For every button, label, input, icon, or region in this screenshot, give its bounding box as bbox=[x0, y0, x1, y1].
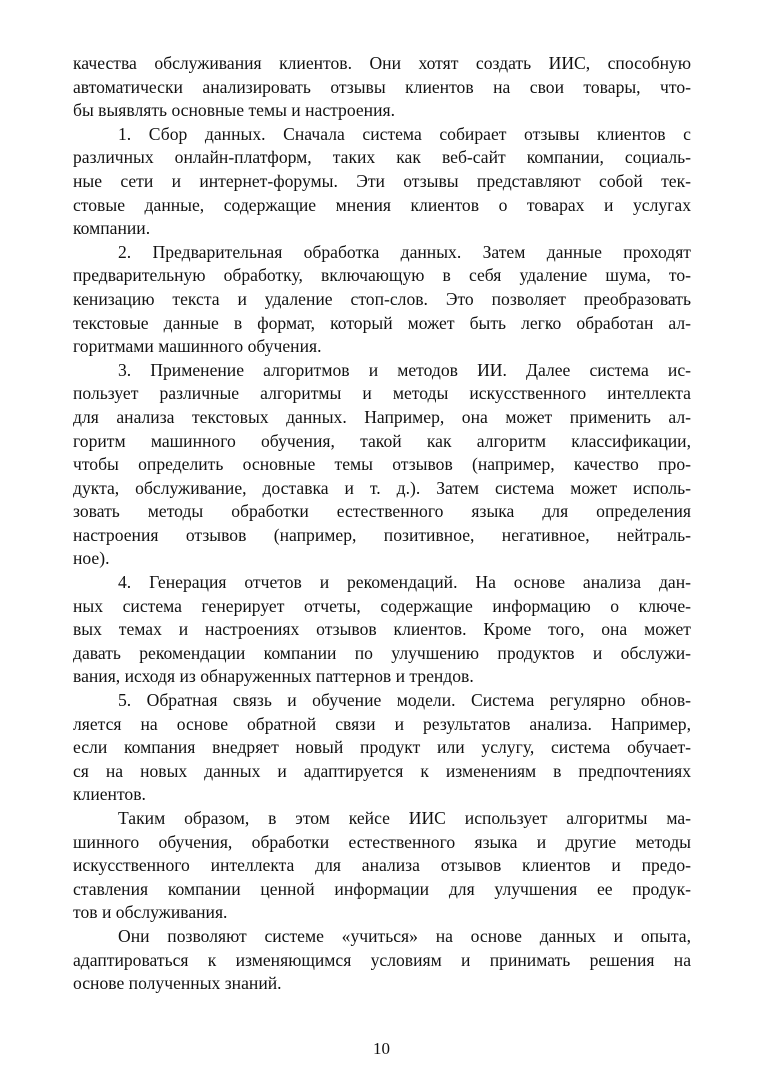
text-line: стовые данные, содержащие мнения клиентов о товарах и услугах bbox=[73, 194, 691, 215]
text-line: для анализа текстовых данных. Например, она может применить ал- bbox=[73, 406, 691, 427]
text-line: горитм машинного обучения, такой как алгоритм классификации, bbox=[73, 430, 691, 451]
text-line: кенизацию текста и удаление стоп-слов. Это позволяет преобразовать bbox=[73, 288, 691, 309]
text-line: искусственного интеллекта для анализа отзывов клиентов и предо- bbox=[73, 855, 691, 876]
text-line: настроения отзывов (например, позитивное, негативное, нейтраль- bbox=[73, 524, 691, 545]
text-line: компании. bbox=[73, 218, 151, 239]
paragraph bbox=[73, 359, 691, 571]
text-line: текстовые данные в формат, который может быть легко обработан ал- bbox=[73, 312, 691, 333]
paragraph bbox=[73, 571, 691, 689]
text-line: ное). bbox=[73, 548, 110, 569]
text-line: предварительную обработку, включающую в себя удаление шума, то- bbox=[73, 265, 691, 286]
text-line: ся на новых данных и адаптируется к изменениям в предпочтениях bbox=[73, 760, 691, 781]
text-line: 1. Сбор данных. Сначала система собирает отзывы клиентов с bbox=[118, 123, 691, 144]
text-line: давать рекомендации компании по улучшению продуктов и обслужи- bbox=[73, 642, 691, 663]
paragraph bbox=[73, 123, 691, 241]
paragraph bbox=[73, 925, 691, 996]
text-line: Они позволяют системе «учиться» на основе данных и опыта, bbox=[118, 925, 691, 946]
text-line: 4. Генерация отчетов и рекомендаций. На основе анализа дан- bbox=[118, 572, 691, 593]
text-line: вания, исходя из обнаруженных паттернов и трендов. bbox=[73, 666, 474, 687]
text-line: клиентов. bbox=[73, 784, 146, 805]
text-line: вых темах и настроениях отзывов клиентов. Кроме того, она может bbox=[73, 619, 691, 640]
text-line: бы выявлять основные темы и настроения. bbox=[73, 100, 395, 121]
text-line: качества обслуживания клиентов. Они хотят создать ИИС, способную bbox=[73, 53, 691, 73]
paragraph bbox=[73, 689, 691, 807]
text-line: автоматически анализировать отзывы клиентов на свои товары, что- bbox=[73, 76, 691, 97]
paragraph bbox=[73, 52, 691, 123]
text-line: основе полученных знаний. bbox=[73, 973, 282, 994]
text-line: различных онлайн-платформ, таких как веб-сайт компании, социаль- bbox=[73, 147, 691, 168]
text-line: шинного обучения, обработки естественного языка и другие методы bbox=[73, 831, 691, 852]
text-line: Таким образом, в этом кейсе ИИС использует алгоритмы ма- bbox=[118, 808, 691, 828]
text-flow bbox=[73, 52, 691, 996]
paragraph bbox=[73, 241, 691, 359]
text-line: адаптироваться к изменяющимся условиям и принимать решения на bbox=[73, 949, 691, 970]
text-line: 3. Применение алгоритмов и методов ИИ. Далее система ис- bbox=[118, 359, 691, 380]
text-line: ных система генерирует отчеты, содержащие информацию о ключе- bbox=[73, 595, 691, 616]
page-number: 10 bbox=[373, 1039, 390, 1058]
paragraph bbox=[73, 807, 691, 925]
text-line: дукта, обслуживание, доставка и т. д.). Затем система может исполь- bbox=[73, 477, 691, 498]
text-line: тов и обслуживания. bbox=[73, 902, 228, 923]
text-line: ставления компании ценной информации для улучшения ее продук- bbox=[73, 878, 691, 899]
text-line: зовать методы обработки естественного языка для определения bbox=[73, 501, 691, 522]
text-line: если компания внедряет новый продукт или услугу, система обучает- bbox=[73, 737, 691, 758]
text-line: чтобы определить основные темы отзывов (например, качество про- bbox=[73, 454, 691, 475]
text-line: горитмами машинного обучения. bbox=[73, 336, 322, 357]
text-line: 2. Предварительная обработка данных. Затем данные проходят bbox=[118, 241, 691, 262]
page-body bbox=[73, 52, 691, 996]
text-line: 5. Обратная связь и обучение модели. Система регулярно обнов- bbox=[118, 690, 691, 711]
text-line: пользует различные алгоритмы и методы искусственного интеллекта bbox=[73, 383, 691, 404]
text-line: ные сети и интернет-форумы. Эти отзывы представляют собой тек- bbox=[73, 170, 691, 191]
text-line: ляется на основе обратной связи и результатов анализа. Например, bbox=[73, 713, 691, 734]
